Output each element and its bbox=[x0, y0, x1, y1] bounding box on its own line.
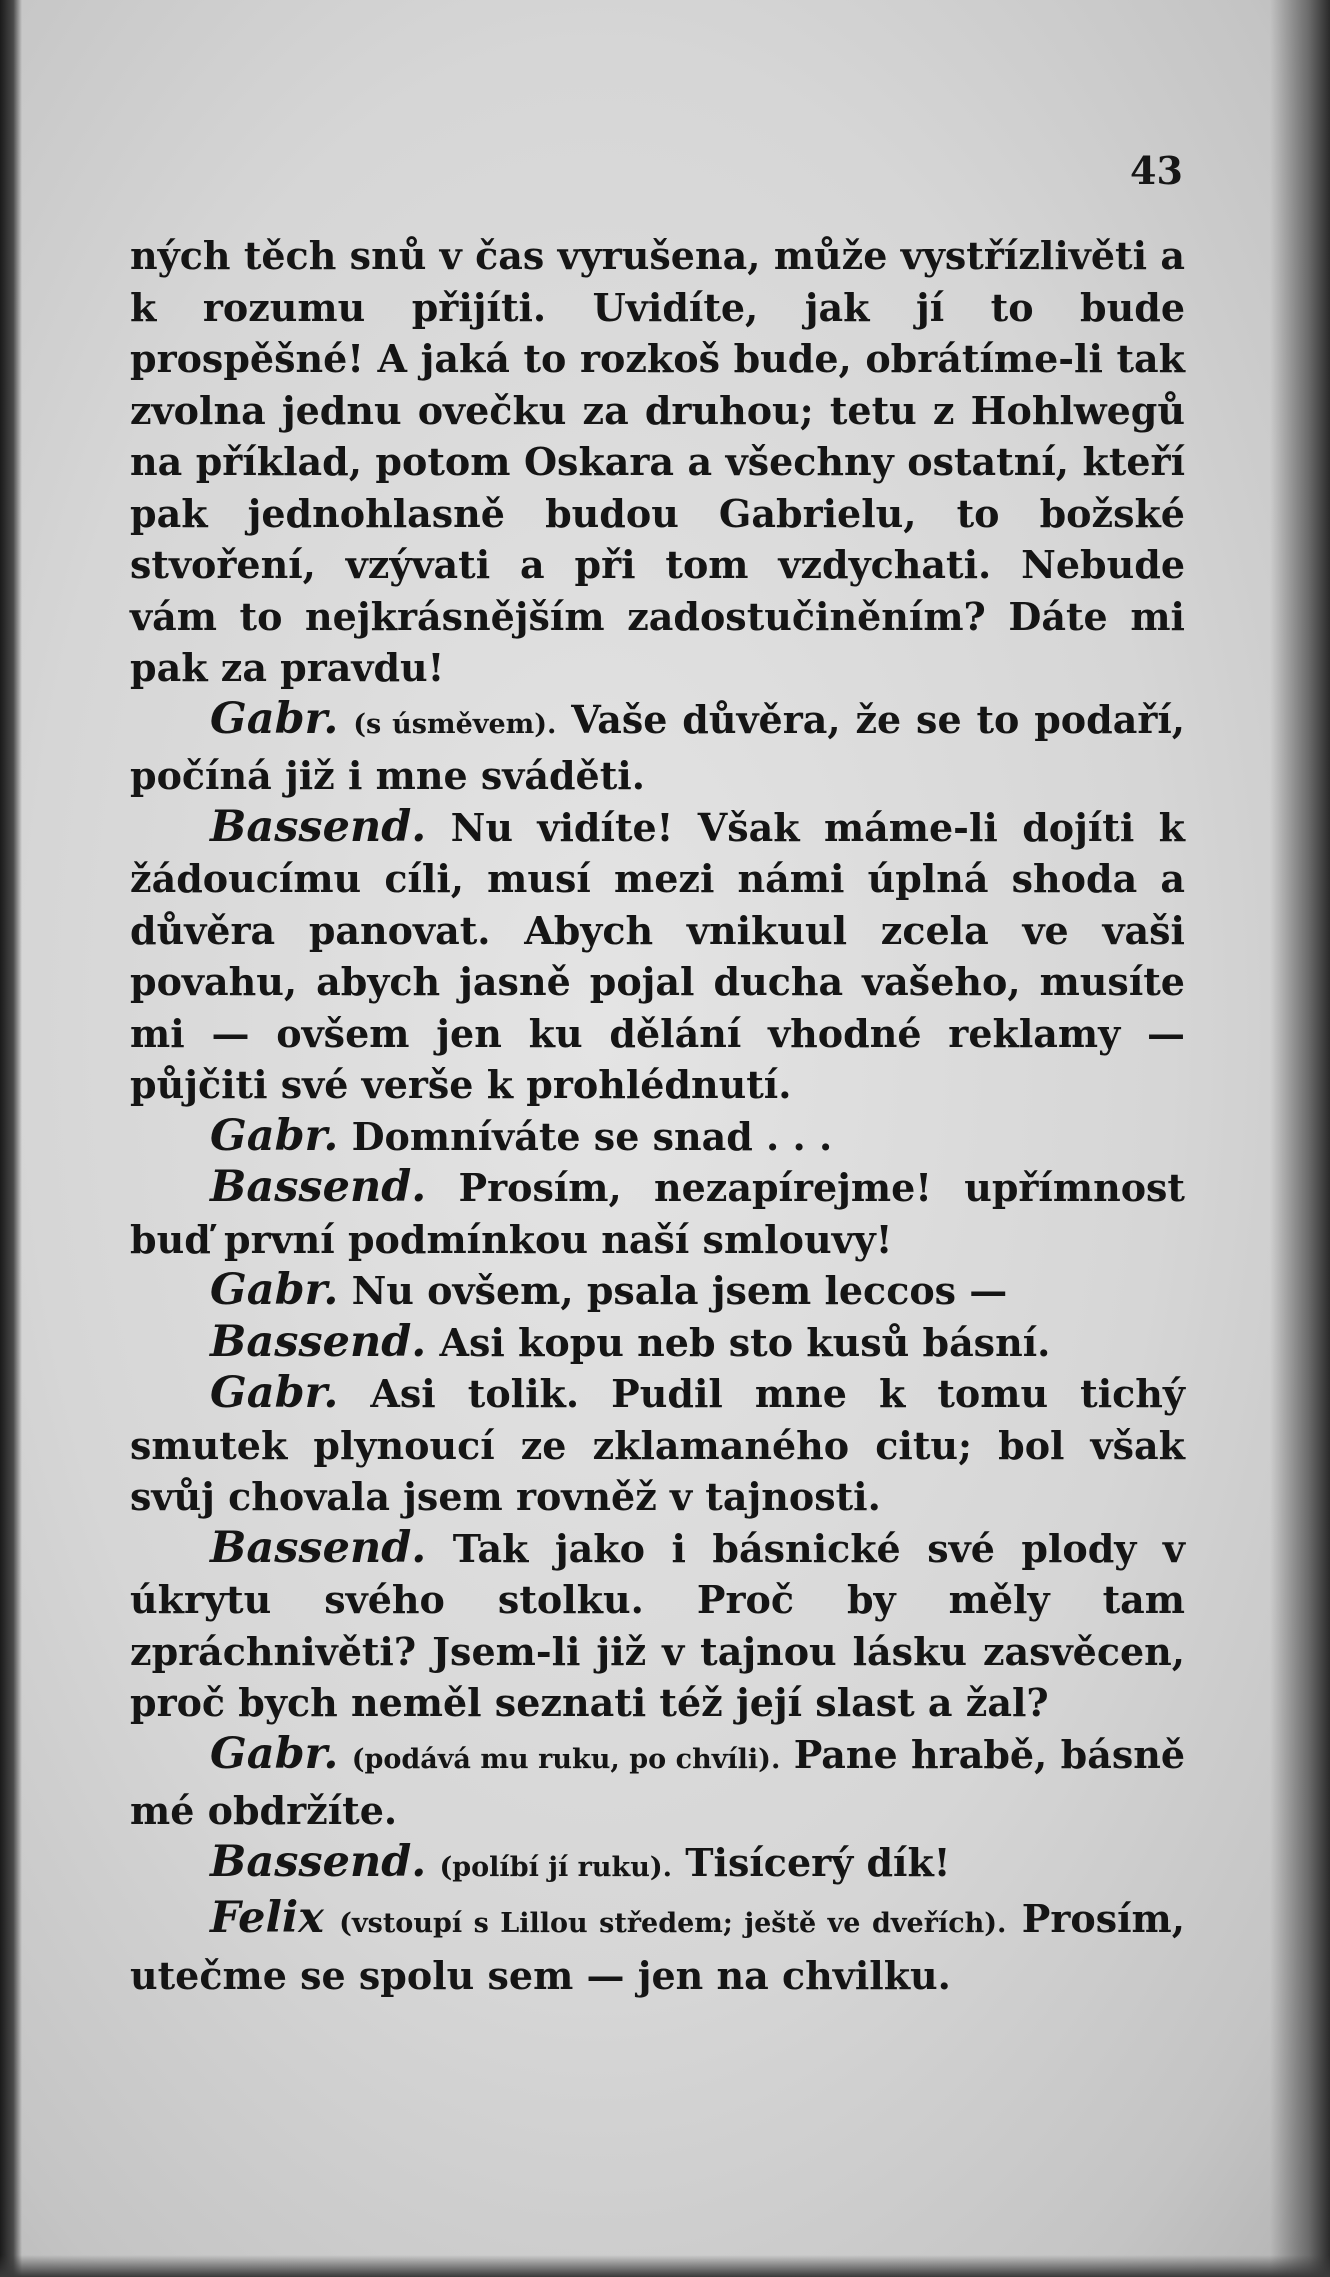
speaker-name: Gabr. bbox=[210, 1728, 339, 1779]
stage-direction: (podává mu ruku, po chvíli). bbox=[351, 1743, 781, 1775]
stage-direction: (s úsměvem). bbox=[353, 708, 557, 740]
page-bottom-shadow bbox=[0, 2255, 1330, 2277]
dialogue-text: Nu ovšem, psala jsem leccos — bbox=[351, 1268, 1008, 1313]
dialogue-text: Prosím, nezapírejme! upřímnost buď první podmínkou naší smlouvy! bbox=[130, 1165, 1185, 1262]
dialogue-text: Asi tolik. Pudil mne k tomu tichý smutek plynoucí ze zklamaného citu; bol však svůj chovala jsem rovněž v tajnosti. bbox=[130, 1371, 1185, 1519]
dialogue-line bbox=[130, 1317, 1185, 1369]
dialogue-text: Tisícerý dík! bbox=[685, 1839, 951, 1885]
speaker-name: Bassend. bbox=[210, 1836, 427, 1887]
speaker-name: Gabr. bbox=[210, 693, 339, 744]
speaker-name: Bassend. bbox=[210, 1316, 427, 1367]
dialogue-text: Pane hrabě, básně mé obdržíte. bbox=[130, 1731, 1186, 1833]
speaker-name: Bassend. bbox=[210, 1162, 427, 1212]
dialogue-text: Prosím, utečme se spolu sem — jen na chvilku. bbox=[130, 1896, 1185, 1998]
page-number: 43 bbox=[1130, 148, 1183, 193]
dialogue-text: Tak jako i básnické své plody v úkrytu svého stolku. Proč by měly tam zpráchnivěti? Jsem-li již v tajnou lásku zasvěcen, proč bych neměl seznati též její slast a žal? bbox=[130, 1525, 1185, 1725]
speaker-name: Bassend. bbox=[210, 801, 427, 852]
dialogue-line bbox=[130, 1893, 1185, 2001]
opening-paragraph: ných těch snů v čas vyrušena, může vystřízlivěti a k rozumu přijíti. Uvidíte, jak jí to bude prospěšné! A jaká to rozkoš bude, obrátíme-li tak zvolna jednu ovečku za druhou; tetu z Hohlwegů na příklad, potom Oskara a všechny ostatní, kteří pak jednohlasně budou Gabrielu, to božské stvoření, vzývati a při tom vzdychati. Nebude vám to nejkrásnějším zadostučiněním? Dáte mi pak za pravdu! bbox=[130, 233, 1185, 690]
dialogue-line bbox=[130, 1111, 1185, 1163]
stage-direction: (políbí jí ruku). bbox=[439, 1851, 673, 1883]
speaker-name: Gabr. bbox=[210, 1368, 339, 1418]
dialogue-line bbox=[130, 1162, 1185, 1265]
dialogue-line bbox=[130, 1523, 1185, 1729]
dialogue-text: Domníváte se snad . . . bbox=[351, 1113, 833, 1159]
dialogue-line bbox=[130, 1837, 1185, 1894]
page-text bbox=[130, 230, 1185, 2001]
dialogue-line bbox=[130, 1368, 1185, 1523]
dialogue-text: Vaše důvěra, že se to podaří, počíná již i mne sváděti. bbox=[130, 696, 1186, 798]
dialogue-line bbox=[130, 802, 1185, 1111]
dialogue-text: Nu vidíte! Však máme-li dojíti k žádoucímu cíli, musí mezi námi úplná shoda a důvěra panovat. Abych vnikuul zcela ve vaši povahu, abych jasně pojal ducha vašeho, musíte mi — ovšem jen ku dělání vhodné reklamy — půjčiti své verše k prohlédnutí. bbox=[130, 804, 1185, 1107]
dialogue-line bbox=[130, 694, 1185, 802]
speaker-name: Gabr. bbox=[210, 1110, 339, 1161]
dialogue-text: Asi kopu neb sto kusů básní. bbox=[439, 1319, 1051, 1365]
stage-direction: (vstoupí s Lillou středem; ještě ve dveřích). bbox=[339, 1908, 1007, 1939]
dialogue-line bbox=[130, 1265, 1185, 1317]
speaker-name: Felix bbox=[210, 1893, 324, 1943]
page-left-shadow bbox=[0, 0, 22, 2277]
dialogue-line bbox=[130, 1729, 1185, 1837]
speaker-name: Bassend. bbox=[210, 1522, 427, 1573]
page-right-shadow bbox=[1270, 0, 1330, 2277]
speaker-name: Gabr. bbox=[210, 1265, 339, 1315]
